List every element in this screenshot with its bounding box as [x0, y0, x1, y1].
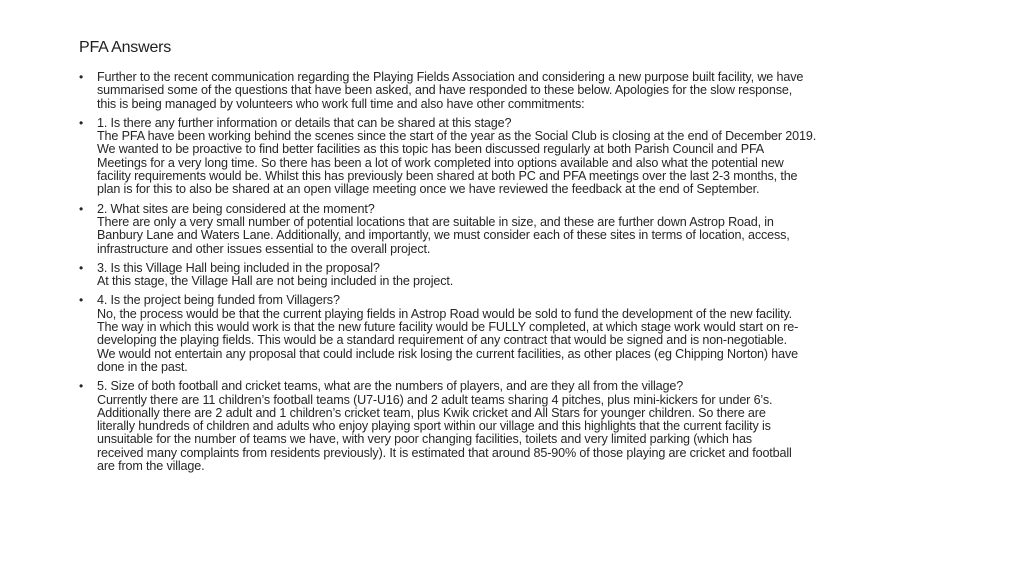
page-title: PFA Answers [79, 39, 172, 56]
answer-line: literally hundreds of children and adults who enjoy playing sport within our village and this highlights that the current facility is [97, 419, 771, 434]
answer-line: Additionally there are 2 adult and 1 children’s cricket team, plus Kwik cricket and All Stars for younger children. So there are [97, 405, 766, 420]
bullet-dot-icon: • [79, 260, 84, 275]
answer-line: received many complaints from residents previously). It is estimated that around 85-90% of those playing are cricket and football [97, 445, 792, 460]
bullet-dot-icon: • [79, 379, 84, 394]
bullet-dot-icon: • [79, 293, 84, 308]
answer-line: The PFA have been working behind the scenes since the start of the year as the Social Club is closing at the end of December 2019. [97, 129, 817, 144]
question-text: 5. Size of both football and cricket teams, what are the numbers of players, and are they all from the village? [97, 379, 684, 394]
bullet-dot-icon: • [79, 201, 84, 216]
answer-line: facility requirements would be. Whilst this has previously been shared at both PC and PFA meetings over the last 2-3 months, the [97, 169, 798, 184]
answer-line: We would not entertain any proposal that could include risk losing the current facilities, as other places (eg Chipping Norton) have [97, 346, 799, 361]
answer-line: Meetings for a very long time. So there has been a lot of work completed into options available and also what the potential new [97, 155, 784, 170]
answer-line: developing the playing fields. This would be a standard requirement of any contract that would be signed and is non-negotiable. [97, 333, 787, 348]
answer-line: are from the village. [97, 459, 205, 474]
bullet-question-2 [79, 203, 949, 256]
question-text: 4. Is the project being funded from Villagers? [97, 293, 340, 308]
bullet-line: this is being managed by volunteers who work full time and also have other commitments: [97, 96, 585, 111]
answer-line: There are only a very small number of potential locations that are suitable in size, and these are further down Astrop Road, in [97, 214, 774, 229]
answer-line: plan is for this to also be shared at an open village meeting once we have reviewed the feedback at the end of September. [97, 182, 760, 197]
bullet-line: Further to the recent communication regarding the Playing Fields Association and considering a new purpose built facility, we have [97, 70, 804, 84]
answer-line: infrastructure and other issues essential to the overall project. [97, 241, 431, 256]
bullet-question-3 [79, 262, 949, 289]
question-text: 3. Is this Village Hall being included in the proposal? [97, 260, 380, 275]
answer-line: The way in which this would work is that the new future facility would be FULLY completed, at which stage work would start on re- [97, 320, 799, 335]
bullet-intro [79, 71, 949, 111]
answer-line: unsuitable for the number of teams we have, with very poor changing facilities, toilets and very limited parking (which has [97, 432, 752, 447]
bullet-question-5 [79, 380, 949, 473]
bullet-question-4 [79, 294, 949, 374]
answer-line: Banbury Lane and Waters Lane. Additionally, and importantly, we must consider each of these sites in terms of location, access, [97, 228, 790, 243]
answer-line: We wanted to be proactive to find better facilities as this topic has been discussed regularly at both Parish Council and PFA [97, 142, 765, 157]
answer-line: No, the process would be that the current playing fields in Astrop Road would be sold to fund the development of the new facility. [97, 306, 793, 321]
bullet-line: summarised some of the questions that have been asked, and have responded to these below. Apologies for the slow response, [97, 83, 793, 98]
question-text: 1. Is there any further information or details that can be shared at this stage? [97, 115, 512, 130]
question-text: 2. What sites are being considered at the moment? [97, 201, 375, 216]
answer-line: At this stage, the Village Hall are not being included in the project. [97, 274, 454, 289]
bullet-list [79, 71, 949, 479]
bullet-dot-icon: • [79, 70, 84, 84]
bullet-dot-icon: • [79, 115, 84, 130]
bullet-question-1 [79, 117, 949, 197]
answer-line: Currently there are 11 children’s football teams (U7-U16) and 2 adult teams sharing 4 pitches, plus mini-kickers for under 6’s. [97, 392, 773, 407]
answer-line: done in the past. [97, 359, 188, 374]
